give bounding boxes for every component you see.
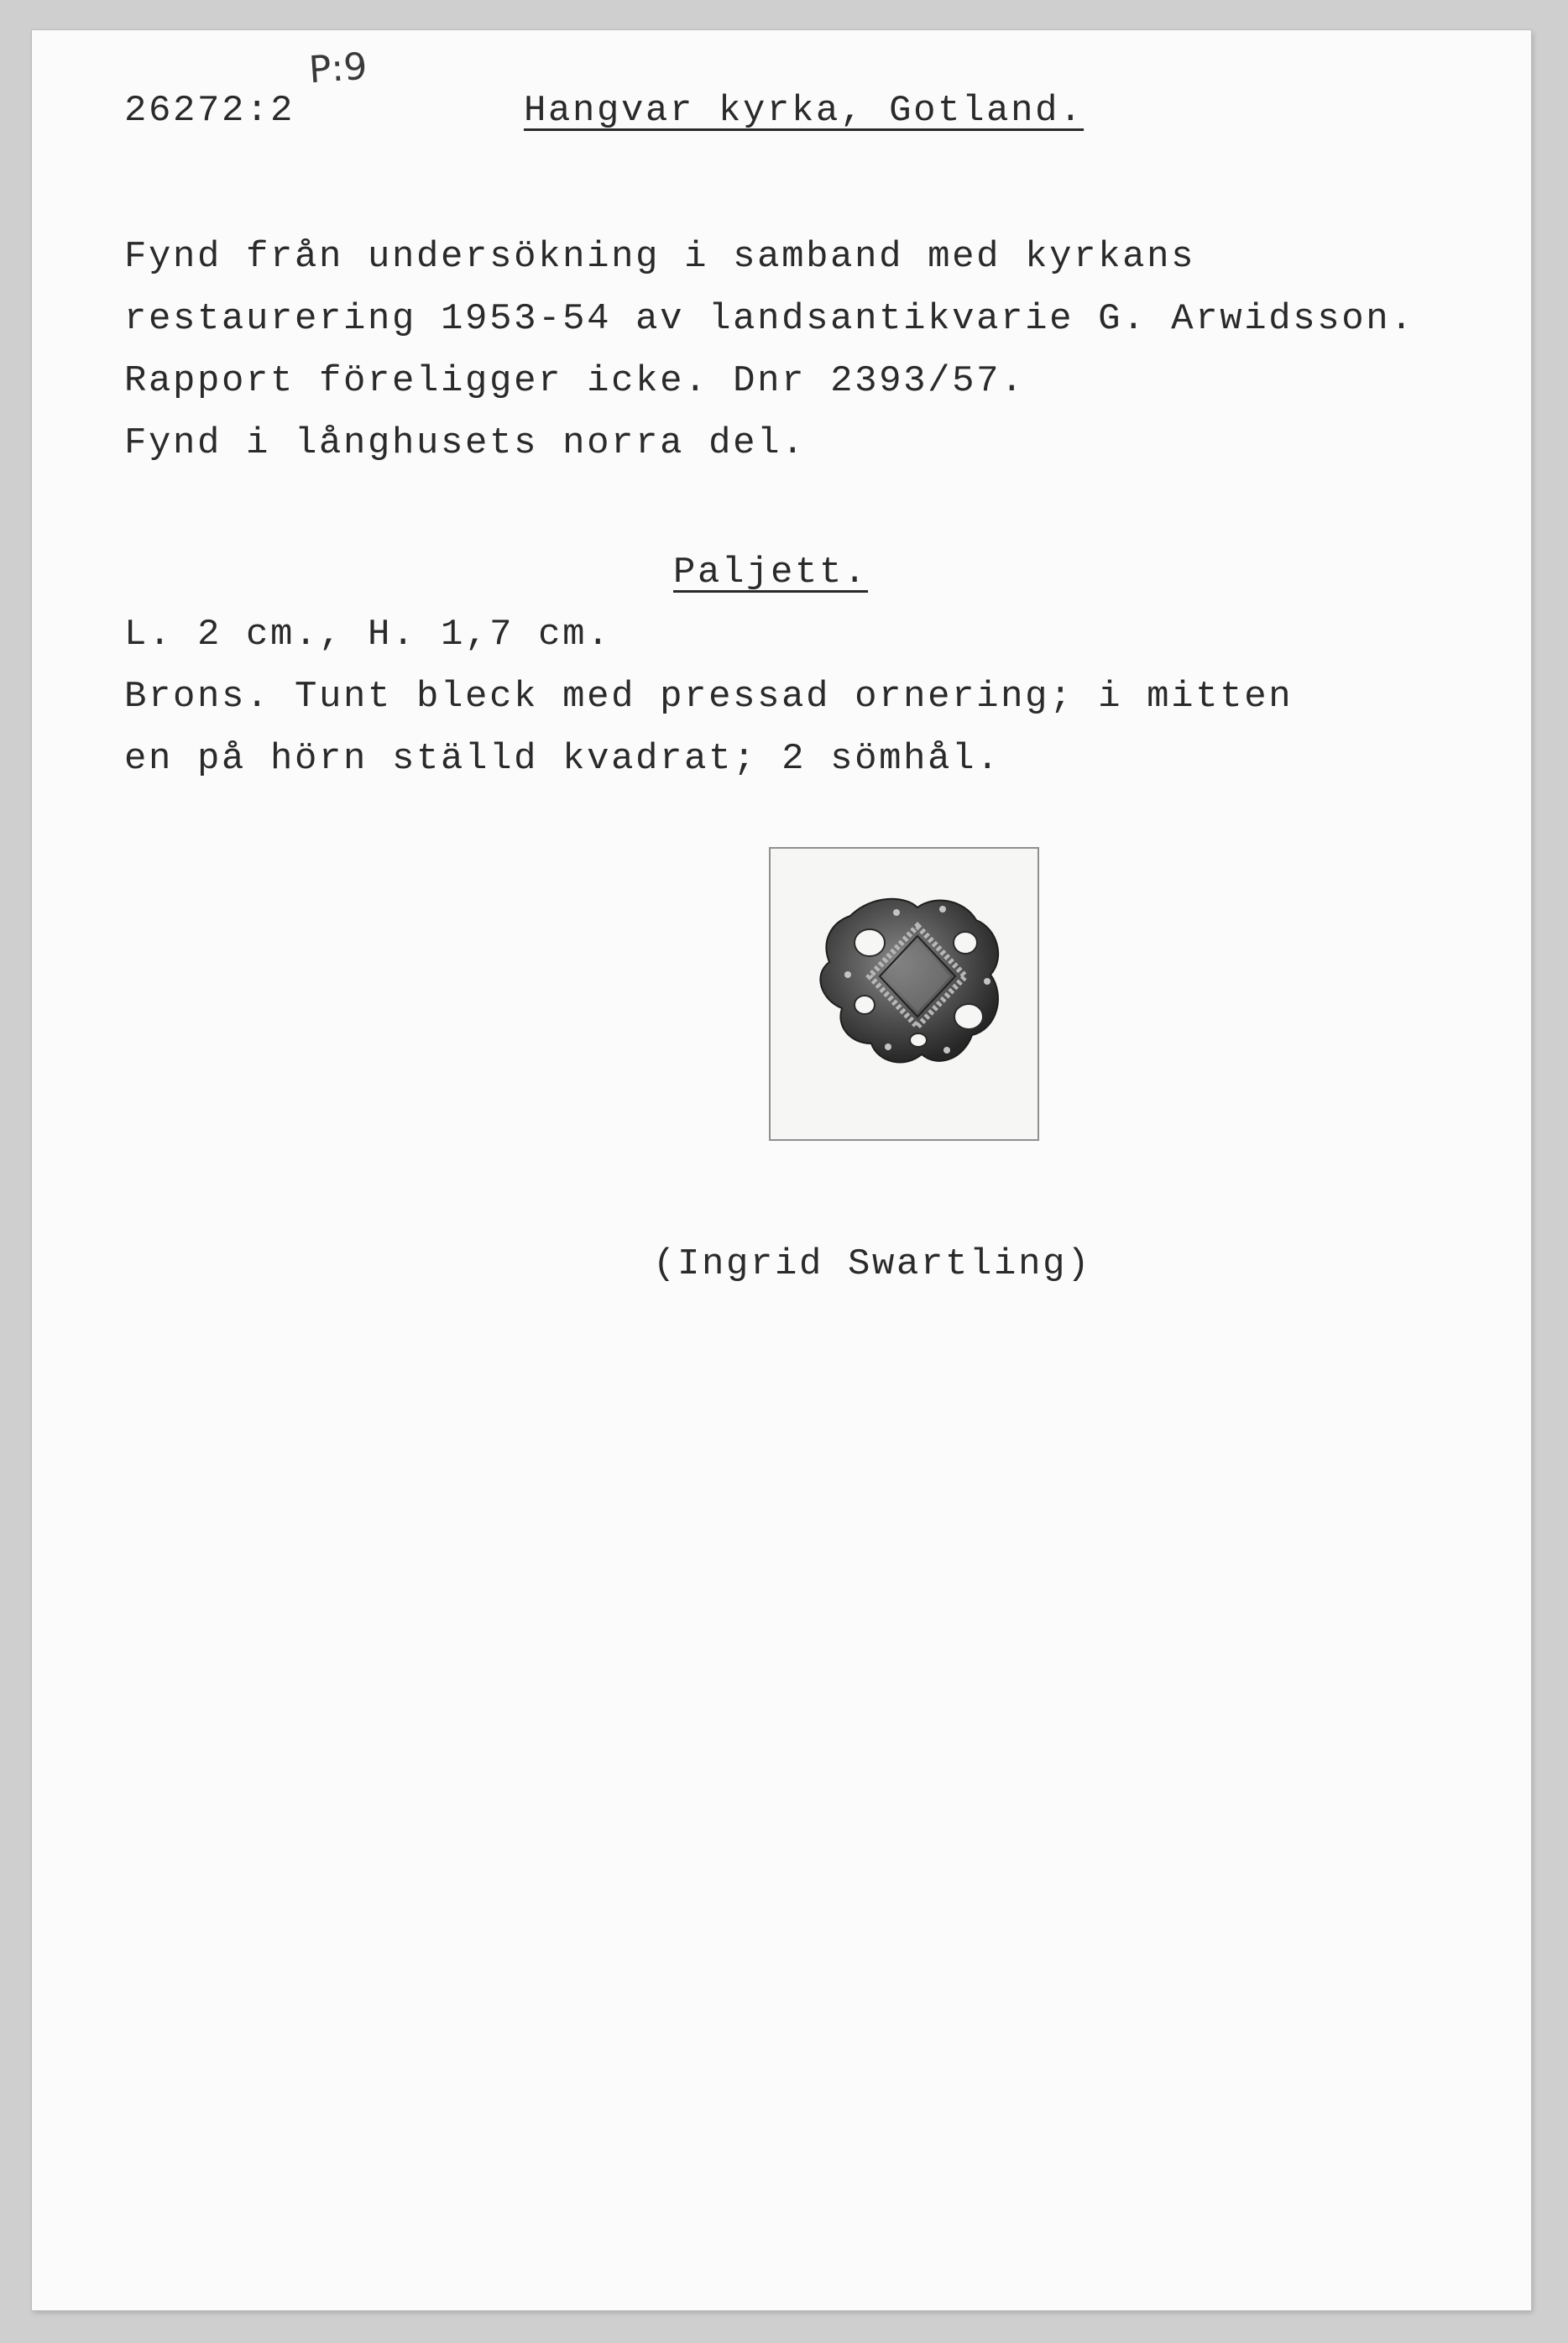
description-line-2: Brons. Tunt bleck med pressad ornering; i mitten xyxy=(124,676,1294,718)
card-title: Hangvar kyrka, Gotland. xyxy=(524,90,1085,132)
sequin-photo xyxy=(769,847,1039,1141)
intro-line-4: Fynd i långhusets norra del. xyxy=(124,422,807,464)
description-line-1: L. 2 cm., H. 1,7 cm. xyxy=(124,614,612,656)
pencil-note: P:9 xyxy=(307,44,369,92)
intro-line-2: restaurering 1953-54 av landsantikvarie G. Arwidsson. xyxy=(124,298,1415,340)
sequin-image xyxy=(771,849,1037,1139)
catalog-number: 26272:2 xyxy=(124,90,295,132)
intro-line-3: Rapport föreligger icke. Dnr 2393/57. xyxy=(124,360,1026,402)
catalog-card xyxy=(32,30,1531,2310)
object-heading: Paljett. xyxy=(673,552,869,594)
intro-line-1: Fynd från undersökning i samband med kyrkans xyxy=(124,236,1196,278)
author-signature: (Ingrid Swartling) xyxy=(653,1243,1092,1285)
description-line-3: en på hörn ställd kvadrat; 2 sömhål. xyxy=(124,738,1001,780)
